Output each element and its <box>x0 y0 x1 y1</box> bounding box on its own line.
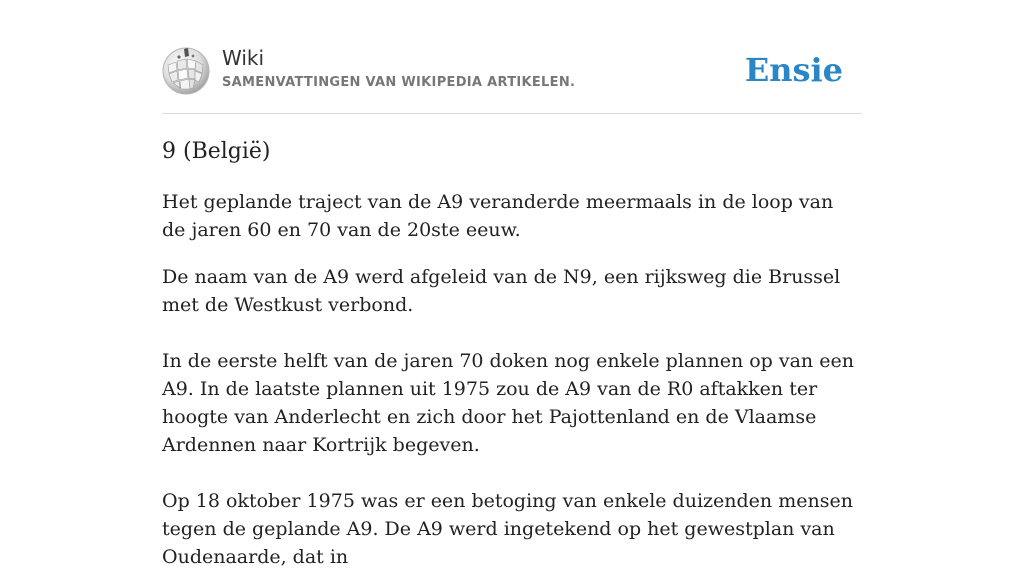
article-paragraph-3: In de eerste helft van de jaren 70 doken nog enkele plannen op van een A9. In de laatste plannen uit 1975 zou de A9 van de R0 aftakken ter hoogte van Anderlecht en zich door het Pajottenland en de Vlaamse Ardennen naar Kortrijk begeven. <box>162 350 854 456</box>
brand-logo[interactable]: Ensie <box>744 51 843 89</box>
site-header <box>162 45 862 97</box>
article-title: 9 (België) <box>162 139 271 164</box>
article-paragraph-1: Het geplande traject van de A9 veranderde meermaals in de loop van de jaren 60 en 70 van de 20ste eeuw. <box>162 191 834 241</box>
header-divider <box>162 113 862 114</box>
site-name[interactable]: Wiki <box>222 46 265 70</box>
article-paragraph-2: De naam van de A9 werd afgeleid van de N9, een rijksweg die Brussel met de Westkust verbond. <box>162 266 841 316</box>
article-content <box>162 136 862 571</box>
article-paragraph-4: Op 18 oktober 1975 was er een betoging van enkele duizenden mensen tegen de geplande A9. De A9 werd ingetekend op het gewestplan van Oudenaarde, dat in <box>162 490 853 568</box>
wikipedia-globe-icon[interactable] <box>162 47 210 95</box>
site-tagline: SAMENVATTINGEN VAN WIKIPEDIA ARTIKELEN. <box>222 75 576 90</box>
